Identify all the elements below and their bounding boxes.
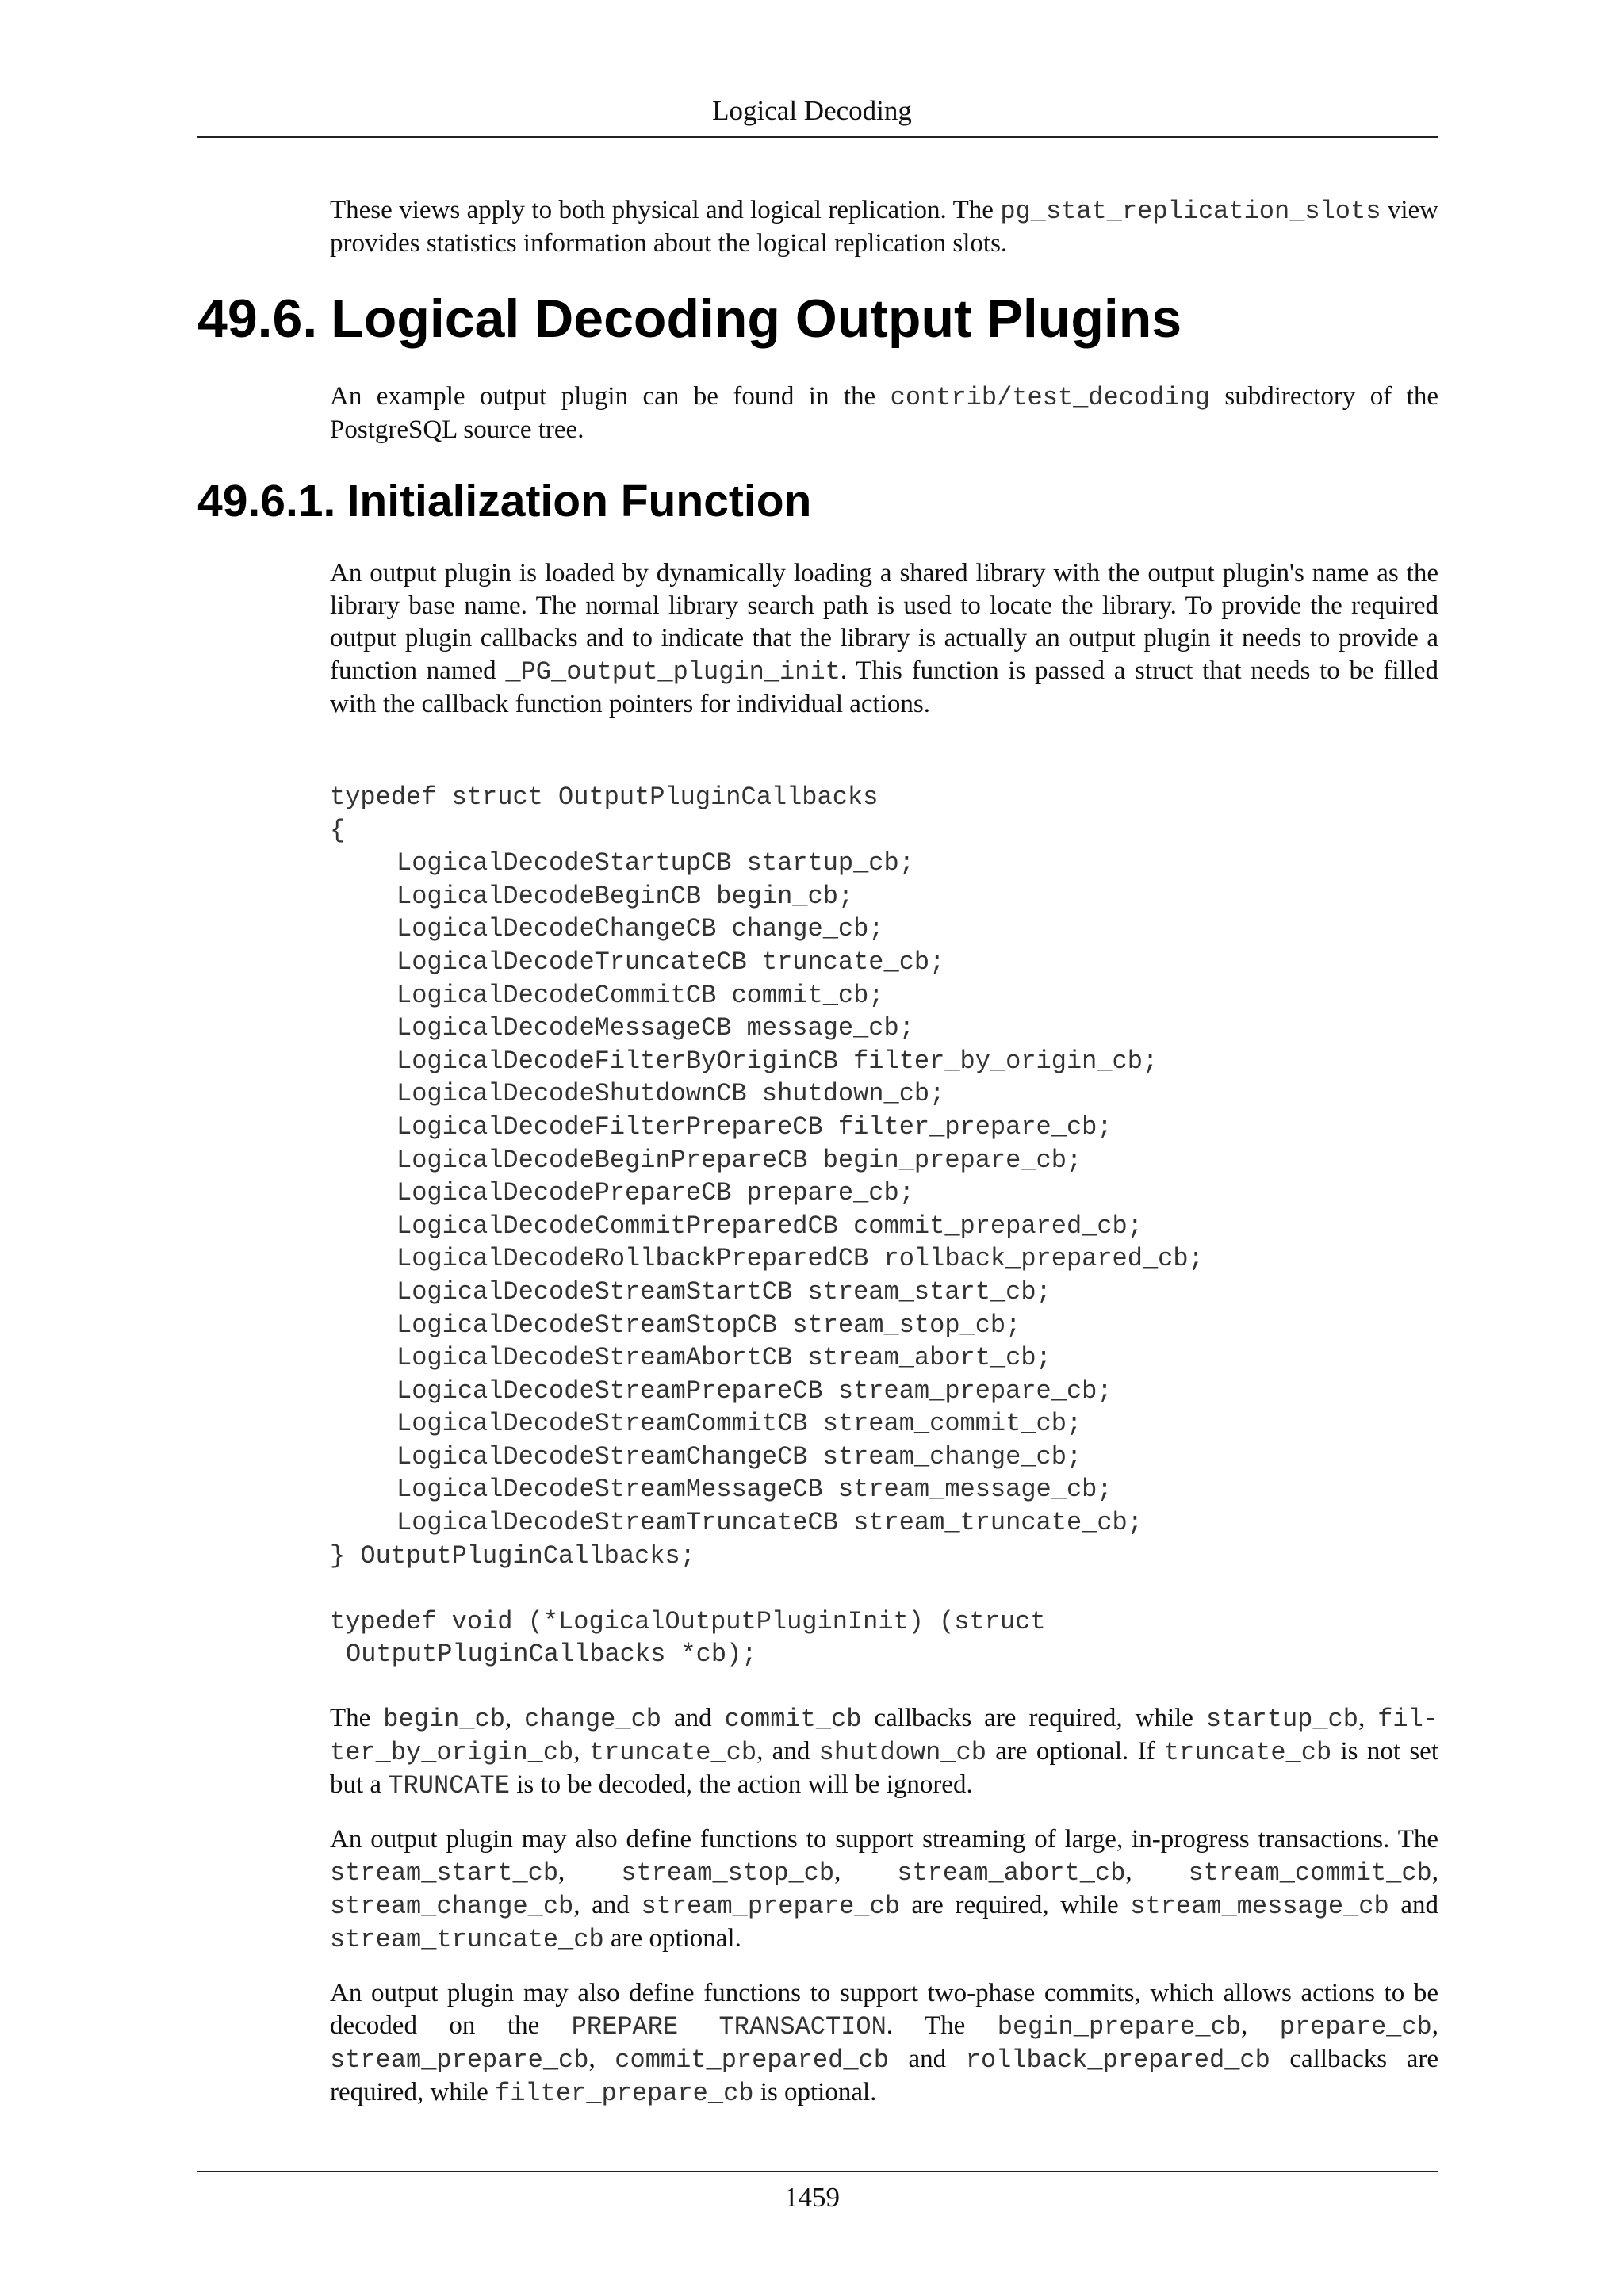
code-line: LogicalDecodeStreamMessageCB stream_message_cb; (396, 1475, 1113, 1505)
code-inline: shutdown_cb (818, 1738, 986, 1767)
text: , (1431, 2011, 1438, 2040)
code-inline: startup_cb (1205, 1705, 1358, 1734)
text: callbacks are required, while (330, 2045, 1438, 2107)
text: An output plugin is loaded by dynamically loading a shared library with the output plugin's name as the library base name. The normal library search path is used to locate the library. To provide the required output plugin callbacks and to indicate that the library is actually an output plugin it needs to provide a function named (330, 559, 1438, 685)
code-line: LogicalDecodeFilterByOriginCB filter_by_origin_cb; (396, 1046, 1159, 1076)
section-title: Logical Decoding Output Plugins (331, 289, 1182, 349)
code-inline: commit_prepared_cb (615, 2045, 889, 2075)
two-phase-paragraph (330, 1977, 1438, 2110)
text: , and (756, 1737, 819, 1766)
code-line: typedef struct OutputPluginCallbacks (330, 783, 879, 812)
code-line: LogicalDecodeStreamAbortCB stream_abort_cb; (396, 1343, 1051, 1373)
text: , (834, 1858, 898, 1886)
code-inline: stream_stop_cb (621, 1858, 835, 1888)
intro-paragraph (330, 194, 1438, 260)
text: , (1431, 1858, 1438, 1886)
code-line: LogicalDecodeStreamCommitCB stream_commit_cb; (396, 1409, 1082, 1439)
text: , and (573, 1891, 642, 1919)
footer-rule (197, 2171, 1438, 2172)
code-inline: begin_cb (383, 1705, 505, 1734)
code-line: LogicalDecodeTruncateCB truncate_cb; (396, 947, 945, 977)
code-line: LogicalDecodePrepareCB prepare_cb; (396, 1178, 914, 1208)
code-inline: stream_prepare_cb (330, 2045, 589, 2075)
text: and (1388, 1891, 1438, 1919)
code-inline: stream_message_cb (1130, 1892, 1389, 1921)
text: , (504, 1704, 525, 1732)
text: subdirectory of the PostgreSQL source tree. (330, 382, 1438, 444)
text: , (588, 2045, 615, 2073)
text: are optional. If (986, 1737, 1164, 1766)
code-line: OutputPluginCallbacks *cb); (346, 1640, 757, 1670)
text: An example output plugin can be found in the (330, 382, 891, 411)
section-paragraph (330, 381, 1438, 446)
code-blank-line (330, 1572, 1204, 1605)
code-inline: change_cb (524, 1705, 661, 1734)
text: , (1240, 2011, 1280, 2040)
text: An output plugin may also define functions to support streaming of large, in-progress transactions. The (330, 1825, 1438, 1854)
callbacks-required-paragraph (330, 1702, 1438, 1802)
subsection-number: 49.6.1. (197, 476, 336, 526)
text: , (558, 1858, 622, 1886)
code-inline: stream_truncate_cb (330, 1925, 604, 1954)
code-line: LogicalDecodeChangeCB change_cb; (396, 914, 884, 944)
code-line: LogicalDecodeCommitPreparedCB commit_prepared_cb; (396, 1211, 1143, 1241)
text: , (1358, 1704, 1378, 1732)
code-inline: stream_prepare_cb (641, 1892, 900, 1921)
text: . This function is passed a struct that needs to be filled with the callback function pointers for individual actions. (330, 656, 1439, 718)
page-number: 1459 (784, 2182, 840, 2213)
code-inline: stream_start_cb (330, 1858, 559, 1888)
code-inline: commit_cb (724, 1705, 862, 1734)
code-line: LogicalDecodeCommitCB commit_cb; (396, 980, 884, 1010)
code-line: LogicalDecodeMessageCB message_cb; (396, 1013, 914, 1043)
header-rule (197, 136, 1438, 138)
text: view provides statistics information about the logical replication slots. (330, 196, 1438, 258)
text: are required, while (899, 1891, 1131, 1919)
code-line: } OutputPluginCallbacks; (330, 1540, 695, 1571)
code-line: LogicalDecodeStreamPrepareCB stream_prepare_cb; (396, 1376, 1113, 1406)
code-inline: _PG_output_plugin_init (505, 657, 841, 687)
subsection-heading (197, 474, 811, 528)
code-inline: filter_prepare_cb (495, 2079, 754, 2108)
text: The (330, 1704, 384, 1732)
code-block (330, 781, 1204, 1671)
code-inline: stream_commit_cb (1188, 1858, 1432, 1888)
code-inline: fil-ter_by_origin_cb (330, 1705, 1438, 1767)
code-inline: pg_stat_replication_slots (1000, 197, 1381, 226)
code-inline: rollback_prepared_cb (965, 2045, 1270, 2075)
code-inline: begin_prepare_cb (997, 2012, 1241, 2042)
code-inline: truncate_cb (588, 1738, 757, 1767)
code-line: { (330, 815, 346, 845)
text: are optional. (603, 1924, 741, 1953)
code-inline: contrib/test_decoding (890, 383, 1210, 412)
code-line: LogicalDecodeStreamChangeCB stream_change_cb; (396, 1441, 1082, 1471)
code-line: LogicalDecodeStartupCB startup_cb; (396, 848, 914, 878)
section-number: 49.6. (197, 289, 318, 349)
code-line: LogicalDecodeStreamStartCB stream_start_cb; (396, 1276, 1051, 1307)
code-inline: stream_change_cb (330, 1892, 574, 1921)
code-line: LogicalDecodeStreamStopCB stream_stop_cb; (396, 1310, 1021, 1340)
code-inline: truncate_cb (1163, 1738, 1332, 1767)
code-inline: TRUNCATE (388, 1771, 510, 1800)
text: and (661, 1704, 725, 1732)
text: is not set but a (330, 1737, 1438, 1799)
running-header: Logical Decoding (712, 95, 912, 126)
text: These views apply to both physical and logical replication. The (330, 196, 1001, 224)
text: , (573, 1737, 589, 1766)
subsection-paragraph (330, 557, 1438, 721)
code-line: LogicalDecodeBeginPrepareCB begin_prepare_cb; (396, 1145, 1082, 1175)
code-line: LogicalDecodeStreamTruncateCB stream_truncate_cb; (396, 1508, 1143, 1538)
subsection-title: Initialization Function (347, 476, 812, 526)
code-inline: stream_abort_cb (897, 1858, 1126, 1888)
code-line: LogicalDecodeRollbackPreparedCB rollback_prepared_cb; (396, 1244, 1204, 1274)
code-line: LogicalDecodeShutdownCB shutdown_cb; (396, 1079, 945, 1109)
text: . The (886, 2011, 998, 2040)
text: , (1125, 1858, 1189, 1886)
code-inline: prepare_cb (1279, 2012, 1432, 2042)
text: and (888, 2045, 966, 2073)
code-line: LogicalDecodeFilterPrepareCB filter_prepare_cb; (396, 1112, 1113, 1142)
text: callbacks are required, while (861, 1704, 1206, 1732)
streaming-paragraph (330, 1823, 1438, 1956)
text: An output plugin may also define functions to support two-phase commits, which allows actions to be decoded on the (330, 1979, 1438, 2040)
section-heading (197, 287, 1182, 350)
text: is optional. (753, 2078, 877, 2107)
code-line: LogicalDecodeBeginCB begin_cb; (396, 881, 854, 911)
text: is to be decoded, the action will be ignored. (509, 1770, 973, 1799)
code-line: typedef void (*LogicalOutputPluginInit) (struct (330, 1606, 1046, 1636)
code-inline: PREPARE TRANSACTION (571, 2012, 887, 2042)
